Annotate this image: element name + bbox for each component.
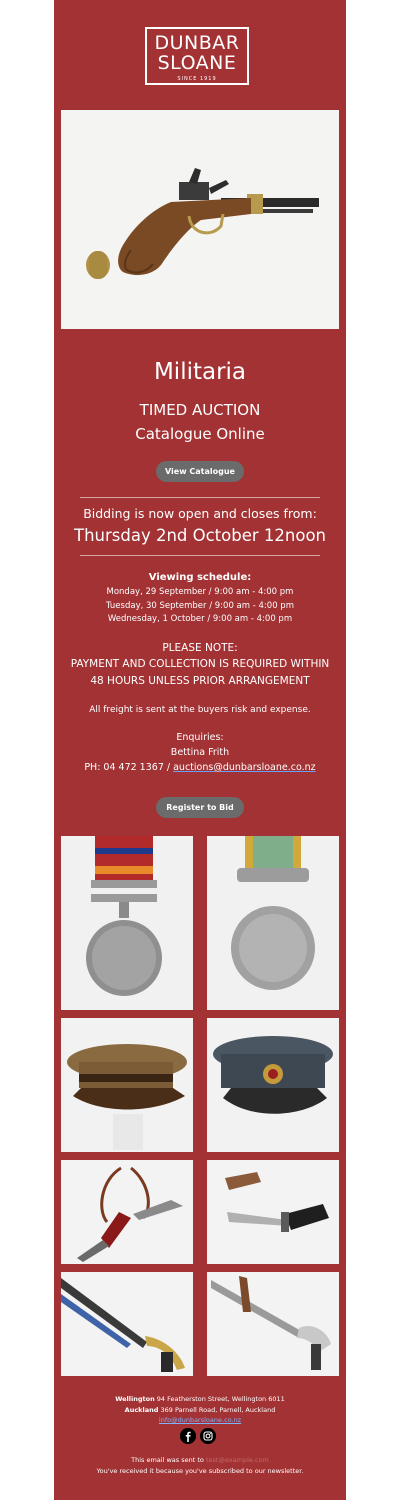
divider-bottom: [80, 555, 320, 556]
instagram-glyph: [200, 1428, 216, 1444]
footer-email-link[interactable]: info@dunbarsloane.co.nz: [158, 1416, 242, 1424]
hero-pistol-image[interactable]: [61, 110, 339, 329]
instagram-icon[interactable]: [200, 1428, 216, 1444]
closing-date: Thursday 2nd October 12noon: [73, 526, 327, 545]
logo-since: SINCE 1919: [177, 76, 217, 82]
medal-image-1[interactable]: [61, 836, 193, 1010]
wellington-address: 94 Featherston Street, Wellington 6011: [154, 1395, 285, 1403]
sword-2-illustration: [207, 1272, 339, 1376]
catalogue-online: Catalogue Online: [135, 425, 265, 443]
divider-top: [80, 497, 320, 498]
view-catalogue-button[interactable]: View Catalogue: [156, 461, 244, 482]
register-to-bid-button[interactable]: Register to Bid: [156, 797, 244, 818]
note-heading: PLEASE NOTE:: [162, 642, 238, 654]
dagger-image-1[interactable]: [61, 1160, 193, 1264]
dagger-image-2[interactable]: [207, 1160, 339, 1264]
sent-to-line: [54, 1455, 346, 1465]
dagger-2-illustration: [207, 1160, 339, 1264]
viewing-day-3: Wednesday, 1 October / 9:00 am - 4:00 pm: [107, 614, 293, 624]
cap-image-2[interactable]: [207, 1018, 339, 1152]
enquiries-phone: PH: 04 472 1367 /: [84, 762, 174, 773]
sword-image-2[interactable]: [207, 1272, 339, 1376]
facebook-icon[interactable]: [180, 1428, 196, 1444]
auction-type: TIMED AUCTION: [139, 401, 261, 419]
sword-image-1[interactable]: [61, 1272, 193, 1376]
logo-line2: SLOANE: [157, 52, 237, 74]
cap-image-1[interactable]: [61, 1018, 193, 1152]
viewing-day-2: Tuesday, 30 September / 9:00 am - 4:00 pm: [106, 601, 294, 611]
medal-2-illustration: [207, 836, 339, 1010]
note-line-1: PAYMENT AND COLLECTION IS REQUIRED WITHIN: [70, 658, 330, 670]
footer-email: [54, 1415, 346, 1425]
sent-to-email[interactable]: test@example.com: [205, 1456, 269, 1464]
dunbar-sloane-logo[interactable]: [145, 27, 249, 85]
footer-wellington: [54, 1394, 346, 1404]
medal-1-illustration: [61, 836, 193, 1010]
auction-title: Militaria: [153, 359, 247, 385]
enquiries-contact: [54, 761, 346, 775]
subscription-notice: You've received it because you've subscribed to our newsletter.: [96, 1467, 304, 1475]
enquiries-email-link[interactable]: auctions@dunbarsloane.co.nz: [173, 762, 316, 773]
freight-text: All freight is sent at the buyers risk and expense.: [89, 705, 311, 715]
viewing-day-1: Monday, 29 September / 9:00 am - 4:00 pm: [106, 587, 294, 597]
pistol-illustration: [61, 110, 339, 329]
medal-image-2[interactable]: [207, 836, 339, 1010]
viewing-schedule-heading: Viewing schedule:: [148, 572, 252, 583]
dagger-1-illustration: [61, 1160, 193, 1264]
auckland-label: Auckland: [124, 1406, 159, 1414]
enquiries-heading: Enquiries:: [176, 732, 224, 743]
note-line-2: 48 HOURS UNLESS PRIOR ARRANGEMENT: [90, 675, 310, 687]
email-body: [54, 0, 346, 1500]
logo-line1: DUNBAR: [154, 32, 240, 54]
enquiries-name: Bettina Frith: [170, 747, 230, 758]
facebook-glyph: [180, 1428, 196, 1444]
sword-1-illustration: [61, 1272, 193, 1376]
cap-1-illustration: [61, 1018, 193, 1152]
auckland-address: 369 Parnell Road, Parnell, Auckland: [158, 1406, 276, 1414]
sent-to-prefix: This email was sent to: [131, 1456, 206, 1464]
bidding-open-text: Bidding is now open and closes from:: [83, 506, 317, 521]
wellington-label: Wellington: [115, 1395, 155, 1403]
footer-auckland: [54, 1405, 346, 1415]
cap-2-illustration: [207, 1018, 339, 1152]
